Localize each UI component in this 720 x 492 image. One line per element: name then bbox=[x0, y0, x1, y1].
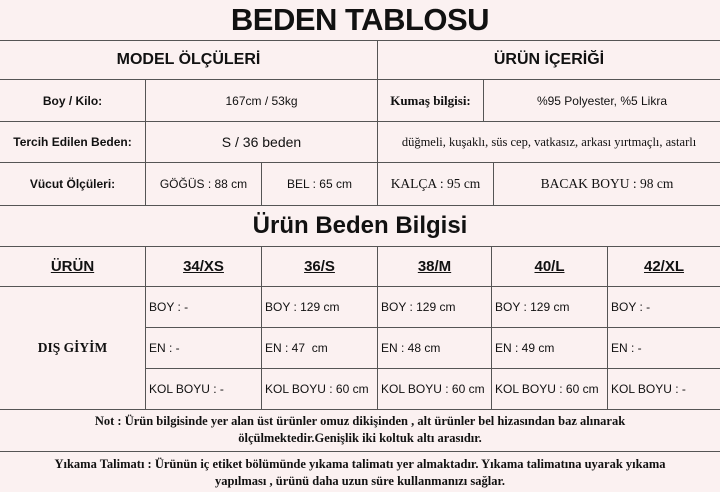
en-40-l: EN : 49 cm bbox=[492, 328, 608, 369]
preferred-size-label: Tercih Edilen Beden: bbox=[0, 122, 146, 163]
product-features: düğmeli, kuşaklı, süs cep, vatkasız, arkası yırtmaçlı, astarlı bbox=[378, 122, 720, 163]
en-36-s: EN : 47 cm bbox=[262, 328, 378, 369]
chest-value: GÖĞÜS : 88 cm bbox=[146, 163, 262, 206]
size-header-36-s: 36/S bbox=[262, 247, 378, 287]
note-line-1: Not : Ürün bilgisinde yer alan üst ürünler omuz dikişinden , alt ürünler bel hizasından baz alınarak bbox=[94, 414, 626, 428]
size-header-34-xs: 34/XS bbox=[146, 247, 262, 287]
product-content-header: ÜRÜN İÇERİĞİ bbox=[378, 41, 720, 80]
hip-value: KALÇA : 95 cm bbox=[378, 163, 494, 206]
product-column-header: ÜRÜN bbox=[0, 247, 146, 287]
divider bbox=[0, 451, 720, 452]
measurement-note bbox=[0, 413, 720, 447]
leg-length-value: BACAK BOYU : 98 cm bbox=[494, 163, 720, 206]
en-38-m: EN : 48 cm bbox=[378, 328, 492, 369]
size-header-38-m: 38/M bbox=[378, 247, 492, 287]
kol-34-xs: KOL BOYU : - bbox=[146, 369, 262, 410]
en-34-xs: EN : - bbox=[146, 328, 262, 369]
boy-34-xs: BOY : - bbox=[146, 287, 262, 328]
kol-42-xl: KOL BOYU : - bbox=[608, 369, 720, 410]
fabric-value: %95 Polyester, %5 Likra bbox=[484, 80, 720, 122]
size-header-40-l: 40/L bbox=[492, 247, 608, 287]
kol-38-m: KOL BOYU : 60 cm bbox=[378, 369, 492, 410]
height-weight-label: Boy / Kilo: bbox=[0, 80, 146, 122]
kol-40-l: KOL BOYU : 60 cm bbox=[492, 369, 608, 410]
boy-40-l: BOY : 129 cm bbox=[492, 287, 608, 328]
preferred-size-value: S / 36 beden bbox=[146, 122, 378, 163]
washing-instructions bbox=[0, 456, 720, 490]
body-measurements-label: Vücut Ölçüleri: bbox=[0, 163, 146, 206]
size-header-42-xl: 42/XL bbox=[608, 247, 720, 287]
size-info-title: Ürün Beden Bilgisi bbox=[252, 212, 468, 239]
wash-line-1: Yıkama Talimatı : Ürünün iç etiket bölümünde yıkama talimatı yer almaktadır. Yıkama talimatına uyarak yıkama bbox=[54, 457, 666, 471]
waist-value: BEL : 65 cm bbox=[262, 163, 378, 206]
kol-36-s: KOL BOYU : 60 cm bbox=[262, 369, 378, 410]
model-measurements-header: MODEL ÖLÇÜLERİ bbox=[0, 41, 378, 80]
height-weight-value: 167cm / 53kg bbox=[146, 80, 378, 122]
boy-42-xl: BOY : - bbox=[608, 287, 720, 328]
note-line-2: ölçülmektedir.Genişlik iki koltuk altı arasıdır. bbox=[238, 431, 482, 445]
boy-38-m: BOY : 129 cm bbox=[378, 287, 492, 328]
wash-line-2: yapılması , ürünü daha uzun süre kullanmanızı sağlar. bbox=[214, 474, 506, 488]
en-42-xl: EN : - bbox=[608, 328, 720, 369]
fabric-label: Kumaş bilgisi: bbox=[378, 80, 484, 122]
outerwear-row-label: DIŞ GİYİM bbox=[0, 287, 146, 410]
page-title: BEDEN TABLOSU bbox=[230, 2, 490, 37]
boy-36-s: BOY : 129 cm bbox=[262, 287, 378, 328]
